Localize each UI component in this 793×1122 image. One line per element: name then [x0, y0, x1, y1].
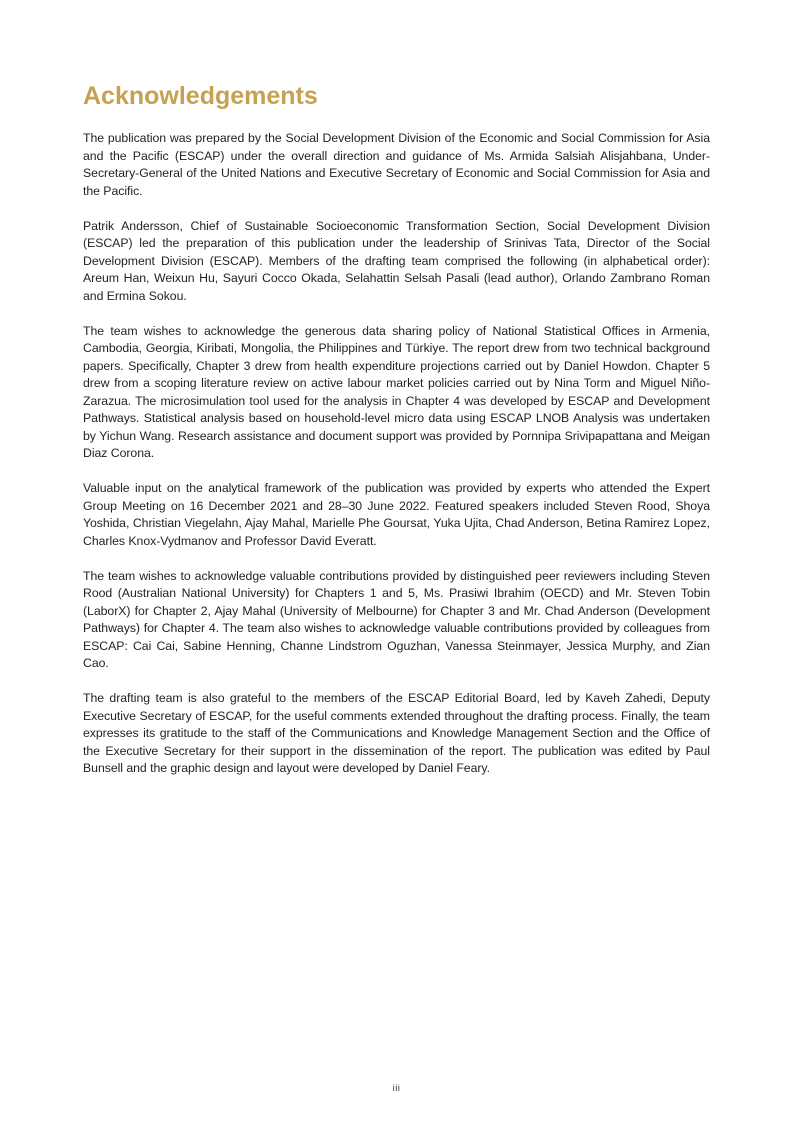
paragraph-editorial-board: The drafting team is also grateful to the members of the ESCAP Editorial Board, led by Kaveh Zahedi, Deputy Executive Secretary of ESCAP, for the useful comments extended throughout the drafting process. Finally, the team expresses its gratitude to the staff of the Communications and Knowledge Management Section and the Office of the Executive Secretary for their support in the dissemination of the report. The publication was edited by Paul Bunsell and the graphic design and layout were developed by Daniel Feary.	[83, 691, 710, 775]
paragraph-expert-group: Valuable input on the analytical framework of the publication was provided by experts who attended the Expert Group Meeting on 16 December 2021 and 28–30 June 2022. Featured speakers included Steven Rood, Shoya Yoshida, Christian Viegelahn, Ajay Mahal, Marielle Phe Goursat, Yuka Ujita, Chad Anderson, Betina Ramirez Lopez, Charles Knox-Vydmanov and Professor David Everatt.	[83, 481, 710, 548]
paragraph-drafting-team: Patrik Andersson, Chief of Sustainable Socioeconomic Transformation Section, Social Development Division (ESCAP) led the preparation of this publication under the leadership of Srinivas Tata, Director of the Social Development Division (ESCAP). Members of the drafting team comprised the following (in alphabetical order): Areum Han, Weixun Hu, Sayuri Cocco Okada, Selahattin Selsah Pasali (lead author), Orlando Zambrano Roman and Ermina Sokou.	[83, 218, 710, 303]
paragraph-peer-reviewers: The team wishes to acknowledge valuable contributions provided by distinguished peer reviewers including Steven Rood (Australian National University) for Chapters 1 and 5, Ms. Prasiwi Ibrahim (OECD) and Mr. Steven Tobin (LaborX) for Chapter 2, Ajay Mahal (University of Melbourne) for Chapter 3 and Mr. Chad Anderson (Development Pathways) for Chapter 4. The team also wishes to acknowledge valuable contributions provided by colleagues from ESCAP: Cai Cai, Sabine Henning, Channe Lindstrom Oguzhan, Vanessa Steinmayer, Jessica Murphy, and Zian Cao.	[83, 568, 710, 670]
paragraph-preparation: The publication was prepared by the Social Development Division of the Economic and Social Commission for Asia and the Pacific (ESCAP) under the overall direction and guidance of Ms. Armida Salsiah Alisjahbana, Under-Secretary-General of the United Nations and Executive Secretary of Economic and Social Commission for Asia and the Pacific.	[83, 131, 710, 198]
paragraph-data-sharing: The team wishes to acknowledge the generous data sharing policy of National Statistical Offices in Armenia, Cambodia, Georgia, Kiribati, Mongolia, the Philippines and Türkiye. The report drew from two technical background papers. Specifically, Chapter 3 drew from health expenditure projections carried out by Daniel Howdon. Chapter 5 drew from a scoping literature review on active labour market policies carried out by Nina Torm and Miguel Niño-Zarazua. The microsimulation tool used for the analysis in Chapter 4 was developed by ESCAP and Development Pathways. Statistical analysis based on household-level micro data using ESCAP LNOB Analysis was undertaken by Yichun Wang. Research assistance and document support was provided by Pornnipa Srivipapattana and Meigan Diaz Corona.	[83, 323, 710, 460]
page-number: iii	[392, 1083, 401, 1094]
page-footer	[0, 1078, 793, 1096]
page-content	[83, 82, 710, 795]
page-title: Acknowledgements	[83, 82, 318, 110]
